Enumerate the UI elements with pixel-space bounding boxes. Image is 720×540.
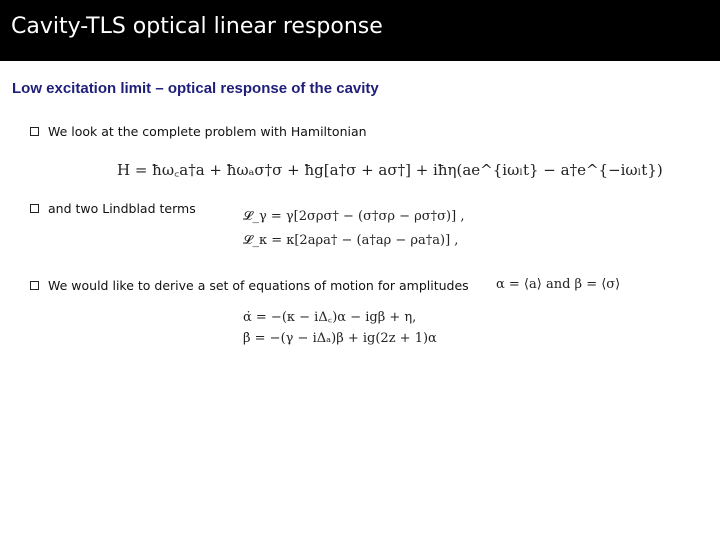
beta-motion-equation: β̇ = −(γ − iΔₐ)β + ig(2z + 1)α <box>243 331 437 346</box>
bullet-text: We would like to derive a set of equations of motion for amplitudes <box>48 278 469 293</box>
lindblad-kappa-equation: 𝓛_κ = κ[2aρa† − (a†aρ − ρa†a)] , <box>243 233 459 248</box>
amplitude-definition-equation: α = ⟨a⟩ and β = ⟨σ⟩ <box>496 277 621 292</box>
checkbox-bullet-icon <box>30 127 39 136</box>
bullet-item-hamiltonian <box>30 124 367 139</box>
title-bar <box>0 0 720 61</box>
alpha-motion-equation: α̇ = −(κ − iΔ꜀)α − igβ + η, <box>243 310 417 325</box>
bullet-item-amplitudes <box>30 278 469 293</box>
bullet-item-lindblad <box>30 201 196 216</box>
bullet-text: We look at the complete problem with Hamiltonian <box>48 124 367 139</box>
lindblad-gamma-equation: 𝓛_γ = γ[2σρσ† − (σ†σρ − ρσ†σ)] , <box>243 209 465 224</box>
checkbox-bullet-icon <box>30 204 39 213</box>
checkbox-bullet-icon <box>30 281 39 290</box>
hamiltonian-equation: H = ħω꜀a†a + ħωₐσ†σ + ħg[a†σ + aσ†] + iħη(ae^{iωₗt} − a†e^{−iωₗt}) <box>117 161 663 179</box>
bullet-text: and two Lindblad terms <box>48 201 196 216</box>
page-title: Cavity-TLS optical linear response <box>11 14 383 39</box>
section-subtitle: Low excitation limit – optical response of the cavity <box>12 80 379 97</box>
